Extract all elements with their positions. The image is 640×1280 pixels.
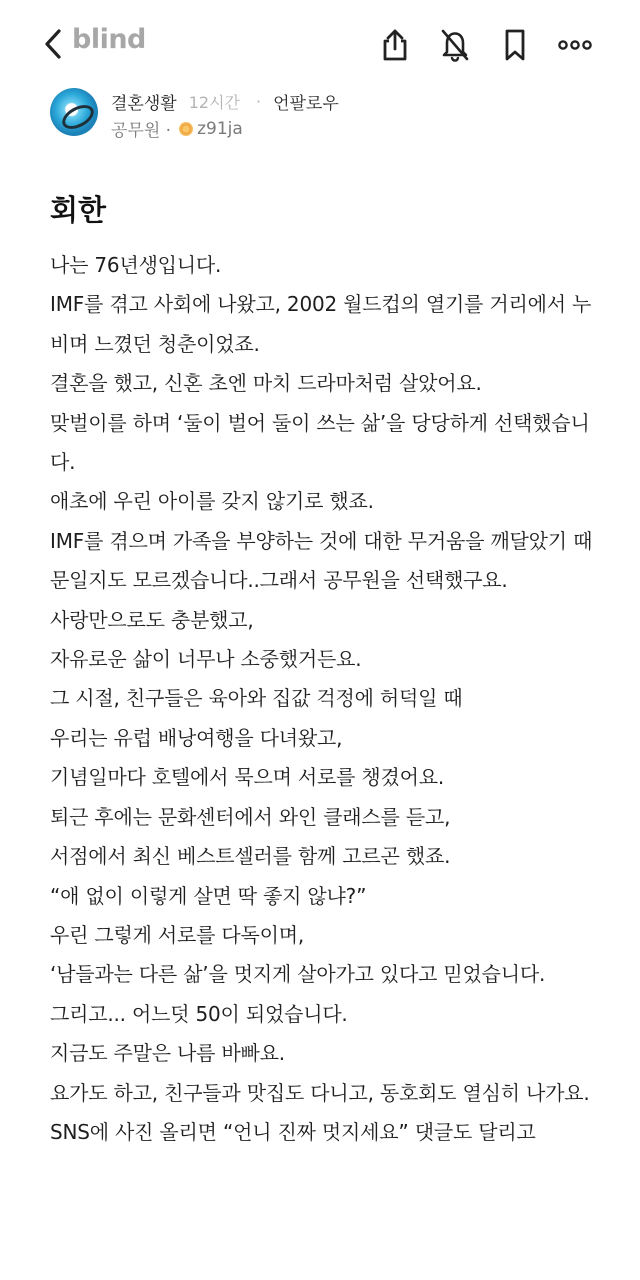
share-button[interactable] bbox=[378, 26, 412, 64]
bookmark-button[interactable] bbox=[498, 26, 532, 64]
back-button[interactable] bbox=[38, 26, 68, 62]
post-time: 12시간 bbox=[188, 93, 240, 112]
post-title: 회한 bbox=[50, 193, 107, 227]
top-actions bbox=[378, 26, 592, 64]
share-icon bbox=[380, 28, 410, 62]
author-user-id: z91ja bbox=[197, 118, 243, 139]
separator-dot: · bbox=[255, 92, 262, 111]
bookmark-icon bbox=[502, 28, 528, 62]
author-line bbox=[111, 89, 339, 114]
post-paragraph: 지금도 주말은 나름 바빠요. 요가도 하고, 친구들과 맛집도 다니고, 동호회도 열심히 나가요. SNS에 사진 올리면 “언니 진짜 멋지세요” 댓글도 달리고 bbox=[50, 1041, 590, 1144]
author-info bbox=[50, 88, 610, 142]
notification-toggle-button[interactable] bbox=[438, 26, 472, 64]
author-company: 공무원 · bbox=[111, 121, 172, 141]
unfollow-button[interactable]: 언팔로우 bbox=[273, 94, 339, 114]
ring-icon bbox=[58, 100, 97, 134]
blind-logo[interactable]: blind bbox=[72, 24, 146, 55]
more-icon bbox=[558, 40, 592, 50]
more-options-button[interactable] bbox=[558, 26, 592, 64]
post-paragraph: 그리고... 어느덧 50이 되었습니다. bbox=[50, 1001, 348, 1026]
post-paragraph: 그 시절, 친구들은 육아와 집값 걱정에 허덕일 때 우리는 유럽 배낭여행을 다녀왔고, 기념일마다 호텔에서 묵으며 서로를 챙겼어요. 퇴근 후에는 문화센터에서 와인 클래스를 듣고, 서점에서 최신 베스트셀러를 함께 고르곤 했죠. “애 없이 이렇게 살면 딱 좋지 않냐?” 우린 그렇게 서로를 다독이며, ‘남들과는 다른 삶’을 멋지게 살아가고 있다고 믿었습니다. bbox=[50, 686, 546, 987]
notification-off-icon bbox=[440, 28, 470, 62]
avatar[interactable] bbox=[50, 88, 98, 136]
post-paragraph: 나는 76년생입니다. IMF를 겪고 사회에 나왔고, 2002 월드컵의 열기를 거리에서 누비며 느꼈던 청춘이었죠. 결혼을 했고, 신혼 초엔 마치 드라마처럼 살았어요. bbox=[50, 253, 592, 396]
company-badge-icon bbox=[179, 122, 193, 136]
author-company-line bbox=[111, 116, 243, 141]
top-navigation-bar bbox=[0, 0, 640, 86]
post-paragraph: 맞벌이를 하며 ‘둘이 벌어 둘이 쓰는 삶’을 당당하게 선택했습니다. 애초에 우린 아이를 갖지 않기로 했죠. IMF를 겪으며 가족을 부양하는 것에 대한 무거움을 깨달았기 때문일지도 모르겠습니다..그래서 공무원을 선택했구요. 사랑만으로도 충분했고, 자유로운 삶이 너무나 소중했거든요. bbox=[50, 410, 593, 672]
post-body bbox=[50, 246, 598, 1152]
author-nickname[interactable]: 결혼생활 bbox=[111, 94, 177, 114]
back-arrow-icon bbox=[43, 28, 63, 60]
